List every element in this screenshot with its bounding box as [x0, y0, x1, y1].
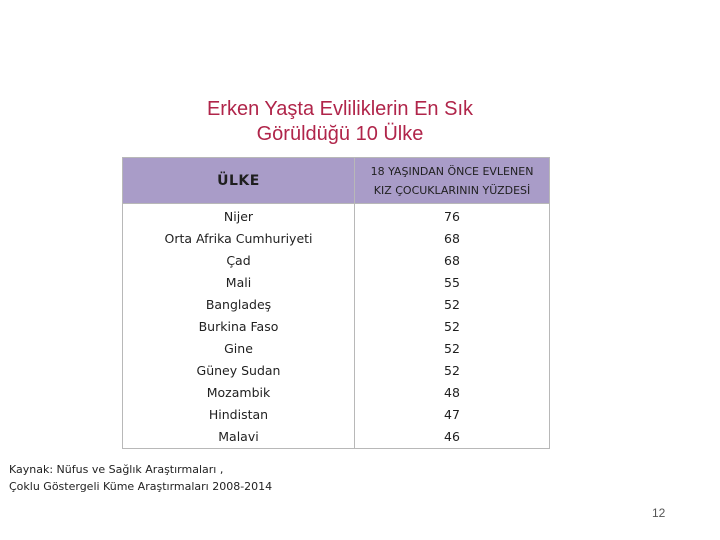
country-cell: Malavi [123, 426, 355, 449]
slide-title-line1: Erken Yaşta Evliliklerin En Sık [206, 98, 474, 120]
page-number: 12 [652, 506, 666, 520]
value-cell: 46 [355, 426, 550, 449]
table-row [123, 272, 550, 294]
country-cell: Mozambik [123, 382, 355, 404]
country-table [122, 157, 550, 449]
country-cell: Orta Afrika Cumhuriyeti [123, 228, 355, 250]
table-row [123, 294, 550, 316]
table-row [123, 426, 550, 449]
value-cell: 76 [355, 204, 550, 229]
table-row [123, 360, 550, 382]
header-percentage-line2: KIZ ÇOCUKLARININ YÜZDESİ [373, 183, 531, 197]
table-row [123, 404, 550, 426]
source-line1: Kaynak: Nüfus ve Sağlık Araştırmaları , [9, 463, 224, 476]
country-cell: Çad [123, 250, 355, 272]
table-row [123, 228, 550, 250]
value-cell: 52 [355, 338, 550, 360]
value-cell: 52 [355, 294, 550, 316]
header-percentage [355, 158, 550, 204]
slide-title-line2: Görüldüğü 10 Ülke [256, 123, 424, 145]
value-cell: 68 [355, 228, 550, 250]
country-cell: Gine [123, 338, 355, 360]
country-cell: Nijer [123, 204, 355, 229]
value-cell: 48 [355, 382, 550, 404]
table-row [123, 338, 550, 360]
table-row [123, 316, 550, 338]
table-row [123, 250, 550, 272]
source-line2: Çoklu Göstergeli Küme Araştırmaları 2008-2014 [9, 480, 273, 493]
header-percentage-line1: 18 YAŞINDAN ÖNCE EVLENEN [370, 164, 534, 178]
table-row [123, 382, 550, 404]
table-header-row [123, 158, 550, 204]
header-country: ÜLKE [123, 158, 355, 204]
value-cell: 47 [355, 404, 550, 426]
country-cell: Mali [123, 272, 355, 294]
value-cell: 55 [355, 272, 550, 294]
table-row [123, 204, 550, 229]
value-cell: 68 [355, 250, 550, 272]
value-cell: 52 [355, 316, 550, 338]
source-note [9, 461, 272, 495]
value-cell: 52 [355, 360, 550, 382]
country-cell: Güney Sudan [123, 360, 355, 382]
country-cell: Hindistan [123, 404, 355, 426]
slide-title [120, 97, 560, 147]
country-cell: Burkina Faso [123, 316, 355, 338]
country-cell: Bangladeş [123, 294, 355, 316]
